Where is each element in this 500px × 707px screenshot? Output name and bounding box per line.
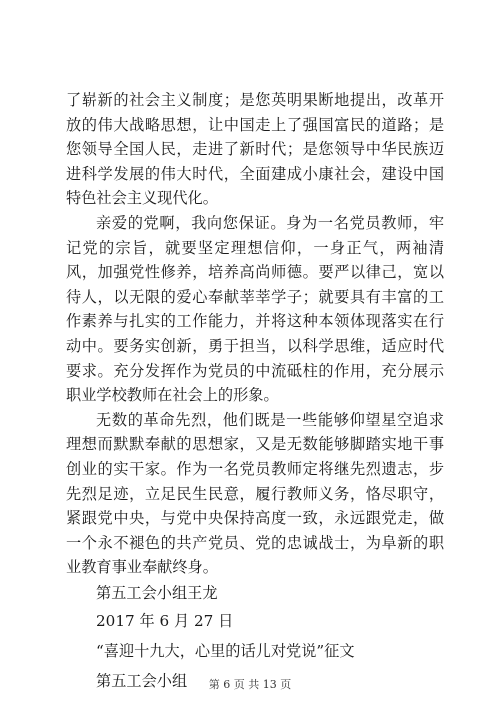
- signature-line: 第五工会小组王龙: [96, 583, 218, 602]
- document-body: [66, 88, 444, 694]
- essay-title: “喜迎十九大，心里的话儿对党说”征文: [96, 641, 355, 660]
- paragraph-3: 无数的革命先烈，他们既是一些能够仰望星空追求理想而默默奉献的思想家，又是无数能够脚踏实地干事创业的实干家。作为一名党员教师定将继先烈遗志，步先烈足迹，立足民生民意，履行教师义务，恪尽职守，紧跟党中央，与党中央保持高度一致，永远跟党走，做一个永不褪色的共产党员、党的忠诚战士，为阜新的职业教育事业奉献终身。: [66, 410, 444, 577]
- paragraph-1: 了崭新的社会主义制度；是您英明果断地提出，改革开放的伟大战略思想，让中国走上了强国富民的道路；是您领导全国人民，走进了新时代；是您领导中华民族迈进科学发展的伟大时代，全面建成小康社会，建设中国特色社会主义现代化。: [66, 91, 444, 208]
- date-line: 2017 年 6 月 27 日: [96, 611, 234, 630]
- paragraph-2: 亲爱的党啊，我向您保证。身为一名党员教师，牢记党的宗旨，就要坚定理想信仰，一身正气，两袖清风，加强党性修养，培养高尚师德。要严以律己，宽以待人，以无限的爱心奉献莘莘学子；就要具有丰富的工作素养与扎实的工作能力，并将这种本领体现落实在行动中。要务实创新，勇于担当，以科学思维，适应时代要求。充分发挥作为党员的中流砥柱的作用，充分展示职业学校教师在社会上的形象。: [66, 213, 444, 405]
- group-name: 第五工会小组: [96, 671, 188, 690]
- page-footer: 第 6 页 共 13 页: [208, 678, 292, 691]
